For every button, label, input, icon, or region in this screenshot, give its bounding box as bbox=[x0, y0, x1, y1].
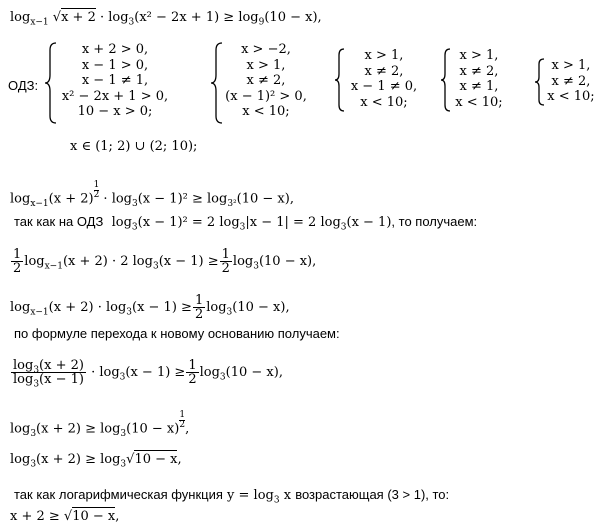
system-row: x ≠ 2, bbox=[364, 63, 404, 79]
brace-icon bbox=[44, 42, 58, 124]
system-row: x − 1 ≠ 1, bbox=[81, 73, 149, 88]
odz-system-4 bbox=[440, 48, 508, 114]
system-row: (x − 1)² > 0, bbox=[225, 88, 307, 104]
odz-label: ОДЗ: bbox=[8, 78, 39, 93]
odz-remark: так как на ОДЗ $\log_3(x - 1)^2 = 2$ $\log_3|x - 1| = 2$ $\log_3(x - 1)$, то получаем: bbox=[14, 214, 478, 233]
odz-system-3 bbox=[334, 48, 426, 114]
system-row: x > 1, bbox=[551, 58, 591, 73]
system-row: x > 1, bbox=[364, 48, 404, 63]
rhs-fraction: $\frac{1}{2}$ bbox=[221, 247, 230, 276]
rhs-fraction: $\frac{1}{2}$ bbox=[188, 358, 197, 387]
system-row: x > 1, bbox=[246, 57, 286, 73]
exponent-fraction: $\frac{1}{2}$ bbox=[93, 180, 100, 200]
change-of-base-remark: по формуле перехода к новому основанию получаем: bbox=[14, 326, 340, 341]
odz-system-1 bbox=[44, 42, 174, 126]
inequality-step-5: $\log_3(x + 2) \ge \log_3(10 - x)$ $\frac{1}{2}$ , bbox=[10, 410, 190, 439]
system-row: x < 10; bbox=[547, 89, 595, 104]
inequality-step-4: $\frac{\log_3(x + 2)}{\log_3(x - 1)}$ · $\log_3(x - 1)$ ≥ $\frac{1}{2}$ $\log_3(10 - x)$, bbox=[13, 358, 283, 390]
log-ratio-fraction: $\frac{\log_3(x + 2)}{\log_3(x - 1)}$ bbox=[13, 358, 84, 390]
system-row: x + 2 > 0, bbox=[81, 42, 149, 57]
exponent-fraction: $\frac{1}{2}$ bbox=[179, 410, 186, 430]
rhs-fraction: $\frac{1}{2}$ bbox=[194, 293, 204, 322]
coefficient-fraction: $\frac{1}{2}$ bbox=[13, 247, 22, 276]
monotonicity-remark: так как логарифмическая функция $y = \log_3 x$ возрастающая (3 > 1), то: bbox=[14, 487, 450, 506]
system-row: x < 10; bbox=[455, 94, 503, 110]
inequality-step-6: $\log_3(x + 2) \ge \log_3√10 - x$, bbox=[10, 452, 182, 470]
final-inequality: x + 2 ≥ √10 − x, bbox=[10, 509, 120, 524]
odz-system-5 bbox=[534, 58, 598, 108]
system-row: x > −2, bbox=[241, 42, 291, 57]
inequality-step-3: $\log_{x-1}(x + 2) \cdot \log_3(x - 1)$ ≥ $\frac{1}{2}$ $\log_3(10 - x)$, bbox=[10, 293, 290, 322]
system-row: 10 − x > 0; bbox=[77, 104, 153, 119]
system-row: x ≠ 1, bbox=[459, 79, 499, 94]
system-row: x² − 2x + 1 > 0, bbox=[61, 88, 169, 104]
system-row: x ≠ 2, bbox=[246, 73, 286, 88]
system-row: x ≠ 2, bbox=[551, 73, 591, 89]
system-row: x − 1 ≠ 0, bbox=[350, 79, 418, 94]
inequality-step-1: $\log_{x-1}(x + 2)$ $\frac{1}{2}$ · $\log_3(x - 1)^2 \ge \log_{3^2}(10 - x)$, bbox=[10, 180, 294, 209]
original-inequality: $\log_{x-1} √x + 2 \cdot \log_3(x^2 - 2x + 1) \ge \log_9(10 - x)$, bbox=[10, 10, 322, 28]
odz-system-2 bbox=[210, 42, 310, 126]
system-row: x < 10; bbox=[242, 104, 290, 119]
inequality-step-2: $\frac{1}{2}$ $\log_{x-1}(x + 2) \cdot 2$ $\log_3(x - 1)$ ≥ $\frac{1}{2}$ $\log_3(10 - x)$, bbox=[13, 247, 317, 276]
odz-result: x ∈ (1; 2) ∪ (2; 10); bbox=[70, 139, 198, 154]
brace-icon bbox=[210, 42, 224, 124]
system-row: x > 1, bbox=[459, 48, 499, 63]
system-row: x ≠ 2, bbox=[459, 63, 499, 79]
system-row: x − 1 > 0, bbox=[81, 57, 149, 73]
system-row: x < 10; bbox=[360, 94, 408, 110]
